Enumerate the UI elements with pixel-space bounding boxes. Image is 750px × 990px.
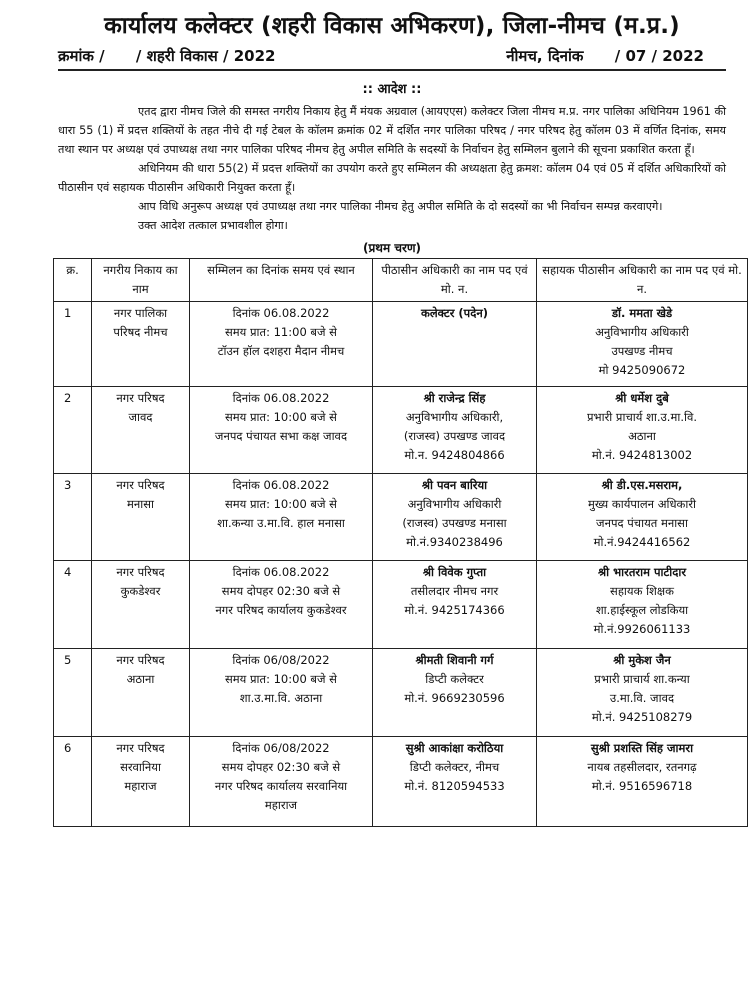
assistant-officer-cell-line: सुश्री प्रशस्ति सिंह जामरा bbox=[590, 741, 694, 755]
assistant-officer-cell-line: अठाना bbox=[628, 429, 656, 443]
header-body-name: नगरीय निकाय का नाम bbox=[92, 259, 190, 302]
meeting-cell bbox=[190, 302, 373, 387]
assistant-officer-cell-line: प्रभारी प्राचार्य शा.कन्या bbox=[594, 672, 690, 686]
assistant-officer-cell-line: श्री डी.एस.मसराम, bbox=[601, 478, 683, 492]
meeting-cell-line: दिनांक 06.08.2022 bbox=[232, 391, 330, 405]
presiding-officer-cell-line: मो.नं. 9669230596 bbox=[404, 691, 505, 705]
assistant-officer-cell-line: श्री भारतराम पाटीदार bbox=[597, 565, 687, 579]
body-name-cell-line: कुकडेश्वर bbox=[120, 584, 161, 598]
presiding-officer-cell-line: श्री पवन बारिया bbox=[421, 478, 488, 492]
meeting-cell-line: दिनांक 06.08.2022 bbox=[232, 478, 330, 492]
assistant-officer-cell-line: सहायक शिक्षक bbox=[610, 584, 674, 598]
meeting-cell-line: समय प्रात: 10:00 बजे से bbox=[225, 672, 337, 686]
table-row bbox=[54, 474, 748, 561]
meeting-cell-line: समय दोपहर 02:30 बजे से bbox=[221, 760, 341, 774]
assistant-officer-cell-line: डॉ. ममता खेडे bbox=[611, 306, 673, 320]
assistant-officer-cell-line: शा.हाईस्कूल लोडकिया bbox=[595, 603, 689, 617]
meeting-cell-line: जनपद पंचायत सभा कक्ष जावद bbox=[214, 429, 348, 443]
body-name-cell-line: अठाना bbox=[126, 672, 155, 686]
body-name-cell-line: परिषद नीमच bbox=[113, 325, 168, 339]
body-name-cell-line: नगर परिषद bbox=[116, 565, 165, 579]
table-row bbox=[54, 387, 748, 474]
meeting-cell-line: समय प्रात: 11:00 बजे से bbox=[225, 325, 337, 339]
presiding-officer-cell-line: सुश्री आकांक्षा करोठिया bbox=[405, 741, 504, 755]
assistant-officer-cell-line: मुख्य कार्यपालन अधिकारी bbox=[587, 497, 697, 511]
assistant-officer-cell-line: मो.नं. 9516596718 bbox=[591, 779, 693, 793]
assistant-officer-cell-line: मो.नं.9926061133 bbox=[593, 622, 691, 636]
body-name-cell-line: सरवानिया bbox=[120, 760, 161, 774]
body-name-cell-line: जावद bbox=[128, 410, 153, 424]
assistant-officer-cell-line: उ.मा.वि. जावद bbox=[609, 691, 675, 705]
serial-cell: 2 bbox=[54, 387, 92, 474]
presiding-officer-cell-line: डिप्टी कलेक्टर bbox=[425, 672, 484, 686]
meeting-cell-line: टॉउन हॉल दशहरा मैदान नीमच bbox=[217, 344, 345, 358]
body-name-cell-line: नगर परिषद bbox=[116, 478, 165, 492]
presiding-officer-cell-line: कलेक्टर (पदेन) bbox=[421, 306, 488, 320]
office-title: कार्यालय कलेक्टर (शहरी विकास अभिकरण), जिला-नीमच (म.प्र.) bbox=[104, 13, 680, 39]
body-name-cell bbox=[92, 561, 190, 649]
body-name-cell bbox=[92, 474, 190, 561]
presiding-officer-cell-line: (राजस्व) उपखण्ड जावद bbox=[403, 429, 506, 443]
meeting-cell-line: दिनांक 06.08.2022 bbox=[232, 565, 330, 579]
presiding-officer-cell-line: (राजस्व) उपखण्ड मनासा bbox=[402, 516, 507, 530]
assistant-officer-cell-line: मो.नं. 9424813002 bbox=[591, 448, 693, 462]
assistant-officer-cell-line: अनुविभागीय अधिकारी bbox=[595, 325, 689, 339]
presiding-officer-cell-line: श्री विवेक गुप्ता bbox=[422, 565, 487, 579]
presiding-officer-cell-line: अनुविभागीय अधिकारी, bbox=[405, 410, 504, 424]
assistant-officer-cell bbox=[537, 649, 748, 737]
meeting-cell bbox=[190, 649, 373, 737]
meeting-cell bbox=[190, 387, 373, 474]
meeting-cell-line: दिनांक 06.08.2022 bbox=[232, 306, 330, 320]
body-name-cell bbox=[92, 737, 190, 827]
header-assistant-officer: सहायक पीठासीन अधिकारी का नाम पद एवं मो. न. bbox=[537, 259, 748, 302]
order-paragraph-3: आप विधि अनुरूप अध्यक्ष एवं उपाध्यक्ष तथा नगर पालिका नीमच हेतु अपील समिति के दो सदस्यों का भी निर्वाचन सम्पन्न करवाएगे। bbox=[138, 200, 663, 213]
assistant-officer-cell-line: प्रभारी प्राचार्य शा.उ.मा.वि. bbox=[586, 410, 698, 424]
meeting-cell-line: दिनांक 06/08/2022 bbox=[232, 741, 330, 755]
presiding-officer-cell-line: श्री राजेन्द्र सिंह bbox=[423, 391, 486, 405]
header-divider bbox=[58, 69, 726, 71]
header-serial: क्र. bbox=[54, 259, 92, 302]
presiding-officer-cell bbox=[373, 302, 537, 387]
phase-label: (प्रथम चरण) bbox=[362, 241, 422, 255]
meeting-cell-line: शा.कन्या उ.मा.वि. हाल मनासा bbox=[217, 516, 345, 530]
body-name-cell-line: नगर परिषद bbox=[116, 741, 165, 755]
presiding-officer-cell bbox=[373, 387, 537, 474]
presiding-officer-cell-line: श्रीमती शिवानी गर्ग bbox=[415, 653, 494, 667]
election-schedule-table bbox=[53, 258, 748, 827]
body-name-cell bbox=[92, 649, 190, 737]
table-row bbox=[54, 737, 748, 827]
meeting-cell-line: समय प्रात: 10:00 बजे से bbox=[225, 410, 337, 424]
assistant-officer-cell-line: नायब तहसीलदार, रतनगढ़ bbox=[587, 760, 697, 774]
table-header-row bbox=[54, 259, 748, 302]
assistant-officer-cell-line: उपखण्ड नीमच bbox=[611, 344, 673, 358]
reference-date: नीमच, दिनांक / 07 / 2022 bbox=[506, 47, 704, 65]
presiding-officer-cell bbox=[373, 649, 537, 737]
presiding-officer-cell-line: मो.न. 9424804866 bbox=[404, 448, 505, 462]
serial-cell: 1 bbox=[54, 302, 92, 387]
meeting-cell-line: शा.उ.मा.वि. अठाना bbox=[239, 691, 323, 705]
body-name-cell-line: नगर परिषद bbox=[116, 391, 165, 405]
order-paragraph-2: अधिनियम की धारा 55(2) में प्रदत्त शक्तियों का उपयोग करते हुए सम्मिलन की अध्यक्षता हेतु क्रमश: कॉलम 04 एवं 05 में दर्शित अधिकारियों को पीठासीन एवं सहायक पीठासीन अधिकारी नियुक्त करता हूँ। bbox=[58, 162, 726, 194]
presiding-officer-cell-line: मो.नं. 8120594533 bbox=[404, 779, 505, 793]
presiding-officer-cell-line: तसीलदार नीमच नगर bbox=[410, 584, 499, 598]
meeting-cell-line: समय प्रात: 10:00 बजे से bbox=[225, 497, 337, 511]
presiding-officer-cell-line: मो.नं.9340238496 bbox=[406, 535, 503, 549]
assistant-officer-cell-line: मो.नं. 9425108279 bbox=[591, 710, 693, 724]
presiding-officer-cell bbox=[373, 561, 537, 649]
serial-cell: 3 bbox=[54, 474, 92, 561]
presiding-officer-cell-line: अनुविभागीय अधिकारी bbox=[407, 497, 502, 511]
reference-number: क्रमांक / / शहरी विकास / 2022 bbox=[58, 47, 276, 65]
assistant-officer-cell-line: जनपद पंचायत मनासा bbox=[596, 516, 688, 530]
order-paragraph-1: एतद द्वारा नीमच जिले की समस्त नगरीय निकाय हेतु मैं मंयक अग्रवाल (आयएएस) कलेक्टर जिला नीमच म.प्र. नगर पालिका अधिनियम 1961 की धारा 55 (1) में प्रदत्त शक्तियों के तहत नीचे दी गई टेबल के कॉलम क्रमांक 02 में दर्शित नगर पालिका परिषद / नगर परिषद हेतु कॉलम 03 में वर्णित दिनांक, समय तथा स्थान पर अध्यक्ष एवं उपाध्यक्ष तथा नगर पालिका परिषद नीमच हेतु अपील समिति के सदस्यों के निर्वाचन हेतु सम्मिलन बुलाने की सूचना प्रकाशित करता हूँ। bbox=[58, 105, 726, 156]
assistant-officer-cell bbox=[537, 561, 748, 649]
serial-cell: 6 bbox=[54, 737, 92, 827]
body-name-cell-line: नगर परिषद bbox=[116, 653, 165, 667]
body-name-cell-line: नगर पालिका bbox=[113, 306, 168, 320]
assistant-officer-cell-line: श्री धर्मेश दुबे bbox=[615, 391, 669, 405]
meeting-cell-line: समय दोपहर 02:30 बजे से bbox=[221, 584, 341, 598]
assistant-officer-cell bbox=[537, 474, 748, 561]
meeting-cell-line: महाराज bbox=[264, 798, 298, 812]
meeting-cell bbox=[190, 561, 373, 649]
meeting-cell bbox=[190, 474, 373, 561]
assistant-officer-cell bbox=[537, 302, 748, 387]
presiding-officer-cell-line: मो.नं. 9425174366 bbox=[404, 603, 505, 617]
body-name-cell-line: महाराज bbox=[124, 779, 157, 793]
assistant-officer-cell bbox=[537, 737, 748, 827]
assistant-officer-cell-line: मो.नं.9424416562 bbox=[593, 535, 691, 549]
meeting-cell-line: नगर परिषद कार्यालय कुकडेश्वर bbox=[215, 603, 347, 617]
serial-cell: 5 bbox=[54, 649, 92, 737]
table-row bbox=[54, 649, 748, 737]
body-name-cell bbox=[92, 302, 190, 387]
assistant-officer-cell bbox=[537, 387, 748, 474]
presiding-officer-cell bbox=[373, 737, 537, 827]
meeting-cell bbox=[190, 737, 373, 827]
order-heading: :: आदेश :: bbox=[362, 82, 422, 97]
order-paragraph-4: उक्त आदेश तत्काल प्रभावशील होगा। bbox=[138, 219, 288, 232]
body-name-cell-line: मनासा bbox=[127, 497, 154, 511]
serial-cell: 4 bbox=[54, 561, 92, 649]
assistant-officer-cell-line: मो 9425090672 bbox=[598, 363, 686, 377]
body-name-cell bbox=[92, 387, 190, 474]
table-row bbox=[54, 561, 748, 649]
meeting-cell-line: दिनांक 06/08/2022 bbox=[232, 653, 330, 667]
header-presiding-officer: पीठासीन अधिकारी का नाम पद एवं मो. न. bbox=[373, 259, 537, 302]
assistant-officer-cell-line: श्री मुकेश जैन bbox=[613, 653, 671, 667]
reference-line bbox=[58, 46, 726, 66]
presiding-officer-cell-line: डिप्टी कलेक्टर, नीमच bbox=[409, 760, 500, 774]
table-row bbox=[54, 302, 748, 387]
presiding-officer-cell bbox=[373, 474, 537, 561]
header-meeting: सम्मिलन का दिनांक समय एवं स्थान bbox=[190, 259, 373, 302]
meeting-cell-line: नगर परिषद कार्यालय सरवानिया bbox=[214, 779, 348, 793]
